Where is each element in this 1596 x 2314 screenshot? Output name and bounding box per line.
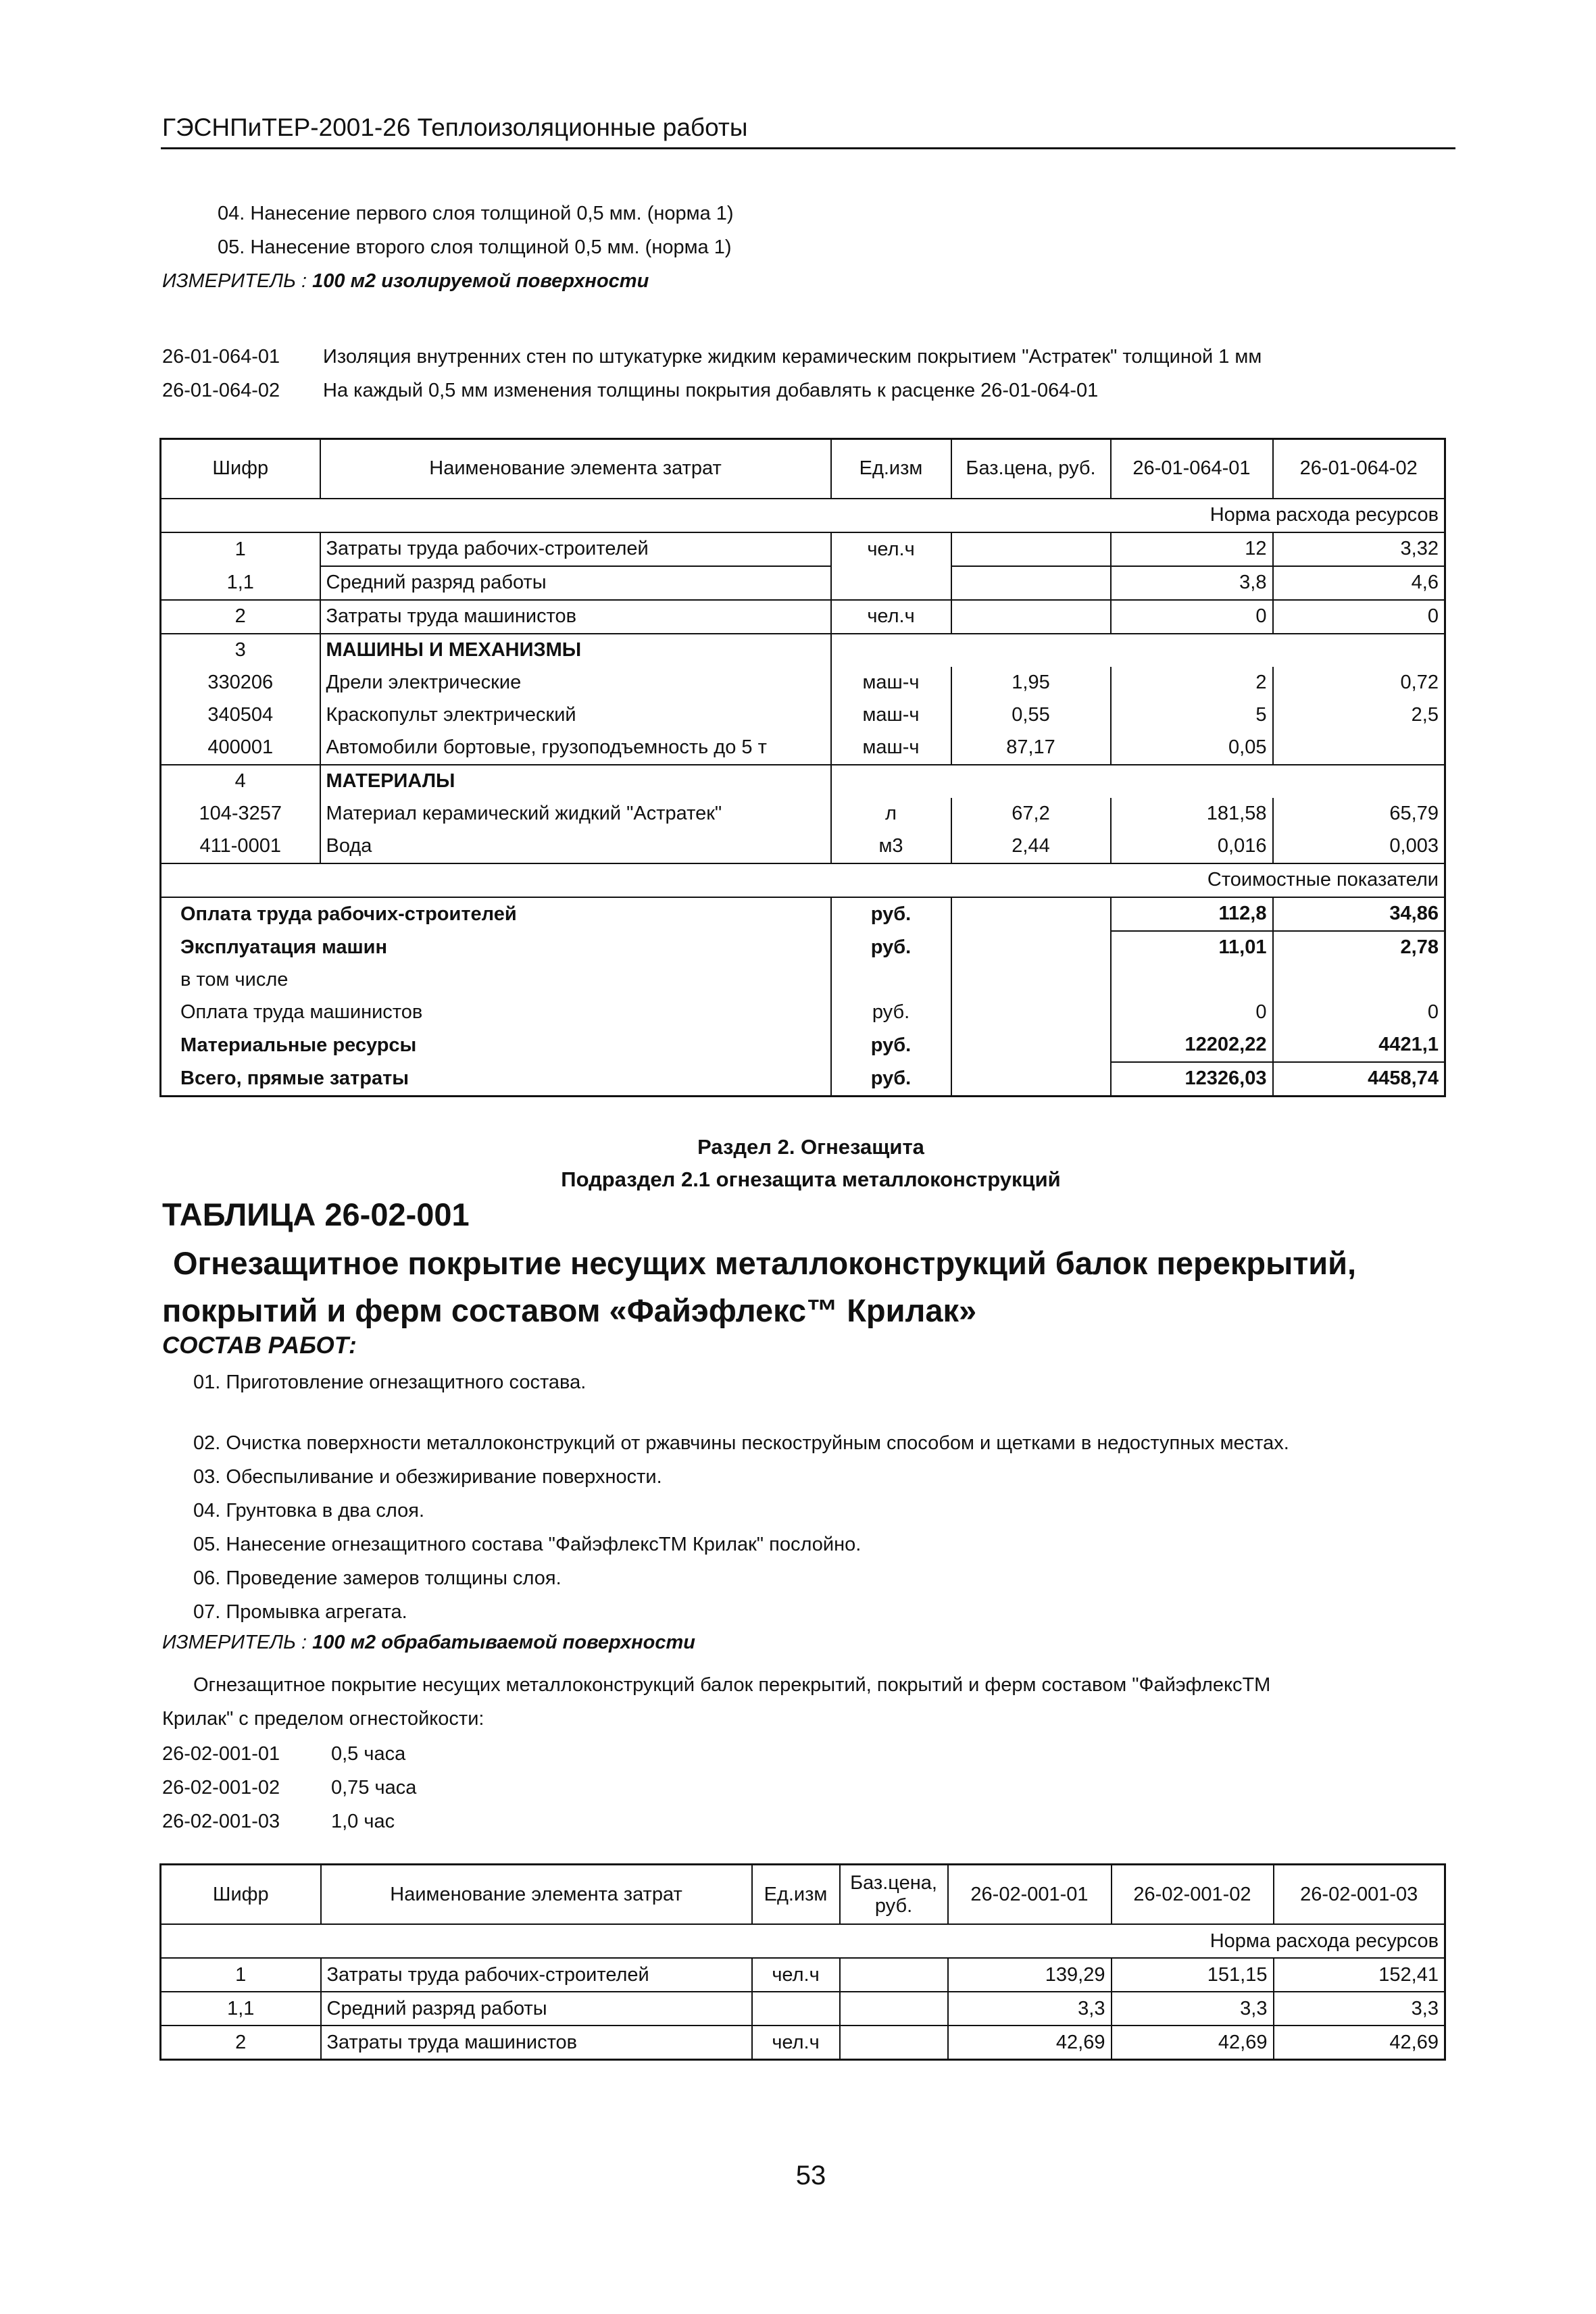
cell-value-1	[1111, 634, 1273, 667]
cell-code: 1	[161, 1958, 321, 1992]
cost-name: Эксплуатация машин	[161, 931, 831, 964]
norm-label: Норма расхода ресурсов	[161, 499, 1445, 532]
cell-value-2	[1273, 634, 1445, 667]
cell-code: 330206	[161, 667, 320, 699]
cell-unit: маш-ч	[831, 699, 951, 732]
table1-header-row	[161, 439, 1445, 499]
step-05: 05. Нанесение огнезащитного состава "ФайэфлексТМ Крилак" послойно.	[193, 1534, 862, 1555]
cost-value-1: 12326,03	[1111, 1062, 1273, 1097]
cell-code: 400001	[161, 732, 320, 765]
code-26-02-001-02: 26-02-001-02	[162, 1777, 280, 1799]
subsection-title: Подраздел 2.1 огнезащита металлоконструкций	[561, 1167, 1061, 1191]
measure-line-2	[162, 1632, 695, 1654]
measure-line-1	[162, 270, 649, 293]
th-code: Шифр	[161, 439, 320, 499]
cell-name: Материал керамический жидкий "Астратек"	[320, 798, 831, 830]
code-text-26-02-001-02: 0,75 часа	[331, 1777, 417, 1799]
cell-name: Автомобили бортовые, грузоподъемность до 5 т	[320, 732, 831, 765]
cell-name: МАТЕРИАЛЫ	[320, 765, 831, 798]
cell-name: Затраты труда рабочих-строителей	[320, 532, 831, 566]
cell-unit	[831, 634, 951, 667]
step-05-top: 05. Нанесение второго слоя толщиной 0,5 мм. (норма 1)	[218, 236, 732, 258]
table2-norm-row	[161, 1924, 1445, 1958]
cost-row	[161, 964, 1445, 997]
table-row	[161, 566, 1445, 600]
cell-price	[840, 1992, 948, 2026]
th2-rate-3: 26-02-001-03	[1274, 1865, 1445, 1925]
cell-value-2	[1273, 765, 1445, 798]
cost-row	[161, 931, 1445, 964]
cost-value-1	[1111, 964, 1273, 997]
cost-unit: руб.	[831, 1062, 951, 1097]
cost-value-1: 11,01	[1111, 931, 1273, 964]
cell-name: Средний разряд работы	[320, 566, 831, 600]
th-base-price: Баз.цена, руб.	[951, 439, 1111, 499]
table-row	[161, 532, 1445, 566]
cell-code: 104-3257	[161, 798, 320, 830]
cell-value-2: 3,32	[1273, 532, 1445, 566]
step-04-top: 04. Нанесение первого слоя толщиной 0,5 мм. (норма 1)	[218, 203, 734, 224]
cell-price	[951, 765, 1111, 798]
cell-code: 1	[161, 532, 320, 566]
cell-name: Затраты труда рабочих-строителей	[321, 1958, 752, 1992]
step-02: 02. Очистка поверхности металлоконструкций от ржавчины пескоструйным способом и щетками в недоступных местах.	[193, 1432, 1289, 1454]
step-06: 06. Проведение замеров толщины слоя.	[193, 1567, 562, 1589]
cell-value-1: 2	[1111, 667, 1273, 699]
cell-code: 4	[161, 765, 320, 798]
work-title-line1: Огнезащитное покрытие несущих металлоконструкций балок перекрытий,	[173, 1245, 1357, 1281]
cost-row	[161, 1029, 1445, 1062]
code-text-26-02-001-03: 1,0 час	[331, 1811, 395, 1832]
th2-unit: Ед.изм	[752, 1865, 840, 1925]
cell-code: 1,1	[161, 1992, 321, 2026]
cell-unit: л	[831, 798, 951, 830]
table-row	[161, 667, 1445, 699]
cell-value-2: 0	[1273, 600, 1445, 634]
table-row	[161, 699, 1445, 732]
table-row	[161, 634, 1445, 667]
cell-value-1: 5	[1111, 699, 1273, 732]
table-row	[161, 600, 1445, 634]
cell-unit: маш-ч	[831, 732, 951, 765]
cost-table-1	[159, 438, 1446, 1097]
cost-name: Всего, прямые затраты	[161, 1062, 831, 1097]
cell-name: Вода	[320, 830, 831, 863]
cost-value-2	[1273, 964, 1445, 997]
table-row	[161, 1992, 1445, 2026]
composition-label: СОСТАВ РАБОТ:	[162, 1332, 357, 1359]
cell-price: 67,2	[951, 798, 1111, 830]
th-rate-2: 26-01-064-02	[1273, 439, 1445, 499]
step-01: 01. Приготовление огнезащитного состава.	[193, 1372, 587, 1393]
cell-value-1: 139,29	[948, 1958, 1112, 1992]
cell-unit: маш-ч	[831, 667, 951, 699]
cell-price: 1,95	[951, 667, 1111, 699]
cell-price: 2,44	[951, 830, 1111, 863]
step-07: 07. Промывка агрегата.	[193, 1601, 407, 1623]
cell-unit	[752, 1992, 840, 2026]
cell-name: Краскопульт электрический	[320, 699, 831, 732]
cell-value-2: 2,5	[1273, 699, 1445, 732]
th2-base-price-line1: Баз.цена,	[850, 1872, 937, 1894]
cell-name: Дрели электрические	[320, 667, 831, 699]
cell-price	[951, 532, 1111, 566]
cost-unit: руб.	[831, 897, 951, 931]
cell-value-2	[1273, 732, 1445, 765]
table-row	[161, 765, 1445, 798]
cost-price-empty	[951, 964, 1111, 997]
cell-unit: чел.ч	[831, 532, 951, 566]
cell-value-2: 0,72	[1273, 667, 1445, 699]
step-04: 04. Грунтовка в два слоя.	[193, 1500, 425, 1521]
cell-unit: чел.ч	[752, 2026, 840, 2060]
cell-value-3: 3,3	[1274, 1992, 1445, 2026]
cell-price: 87,17	[951, 732, 1111, 765]
cost-label: Стоимостные показатели	[161, 863, 1445, 897]
cost-unit	[831, 964, 951, 997]
cost-name: Материальные ресурсы	[161, 1029, 831, 1062]
cost-price-empty	[951, 1029, 1111, 1062]
th-unit: Ед.изм	[831, 439, 951, 499]
cell-value-1: 0	[1111, 600, 1273, 634]
cell-value-1: 181,58	[1111, 798, 1273, 830]
cell-value-2: 42,69	[1112, 2026, 1274, 2060]
cost-value-2: 0	[1273, 997, 1445, 1029]
cell-value-1: 12	[1111, 532, 1273, 566]
cost-table-2	[159, 1863, 1446, 2061]
cell-value-1: 3,3	[948, 1992, 1112, 2026]
table1-norm-row	[161, 499, 1445, 532]
cost-price-empty	[951, 997, 1111, 1029]
table1-cost-label-row	[161, 863, 1445, 897]
code-26-02-001-01: 26-02-001-01	[162, 1743, 280, 1765]
cell-code: 411-0001	[161, 830, 320, 863]
table-row	[161, 732, 1445, 765]
cell-name: МАШИНЫ И МЕХАНИЗМЫ	[320, 634, 831, 667]
cell-price	[951, 600, 1111, 634]
cost-value-1: 112,8	[1111, 897, 1273, 931]
description-line2: Крилак" с пределом огнестойкости:	[162, 1708, 484, 1730]
code-text-26-01-064-02: На каждый 0,5 мм изменения толщины покрытия добавлять к расценке 26-01-064-01	[323, 380, 1099, 401]
code-26-02-001-03: 26-02-001-03	[162, 1811, 280, 1832]
cost-value-1: 0	[1111, 997, 1273, 1029]
header-rule	[161, 147, 1455, 149]
work-title-line2: покрытий и ферм составом «Файэфлекс™ Крилак»	[162, 1292, 977, 1328]
table-row	[161, 798, 1445, 830]
description-line1: Огнезащитное покрытие несущих металлоконструкций балок перекрытий, покрытий и ферм составом "ФайэфлексТМ	[193, 1674, 1271, 1696]
section-title: Раздел 2. Огнезащита	[697, 1135, 924, 1159]
cost-price-empty	[951, 897, 1111, 931]
cost-value-2: 4421,1	[1273, 1029, 1445, 1062]
cell-value-1	[1111, 765, 1273, 798]
cost-price-empty	[951, 931, 1111, 964]
table-row	[161, 1958, 1445, 1992]
running-header: ГЭСНПиТЕР-2001-26 Теплоизоляционные работы	[162, 114, 748, 141]
cost-row	[161, 897, 1445, 931]
code-text-26-02-001-01: 0,5 часа	[331, 1743, 406, 1765]
measure-label-1: ИЗМЕРИТЕЛЬ :	[162, 270, 307, 292]
cell-value-2: 0,003	[1273, 830, 1445, 863]
cost-value-2: 2,78	[1273, 931, 1445, 964]
cost-name: Оплата труда машинистов	[161, 997, 831, 1029]
cell-unit	[831, 566, 951, 600]
cell-value-1: 42,69	[948, 2026, 1112, 2060]
cost-row	[161, 1062, 1445, 1097]
cell-code: 340504	[161, 699, 320, 732]
cell-price	[840, 2026, 948, 2060]
code-26-01-064-01: 26-01-064-01	[162, 346, 280, 368]
cell-value-1: 3,8	[1111, 566, 1273, 600]
table-title: ТАБЛИЦА 26-02-001	[162, 1197, 470, 1232]
cost-unit: руб.	[831, 997, 951, 1029]
cost-unit: руб.	[831, 1029, 951, 1062]
code-26-01-064-02: 26-01-064-02	[162, 380, 280, 401]
cost-unit: руб.	[831, 931, 951, 964]
cell-unit	[831, 765, 951, 798]
cell-price	[951, 634, 1111, 667]
cost-name: в том числе	[161, 964, 831, 997]
measure-value-2: 100 м2 обрабатываемой поверхности	[312, 1632, 696, 1653]
measure-label-2: ИЗМЕРИТЕЛЬ :	[162, 1632, 307, 1653]
table-row	[161, 2026, 1445, 2060]
cell-name: Затраты труда машинистов	[321, 2026, 752, 2060]
cell-name: Средний разряд работы	[321, 1992, 752, 2026]
th2-rate-2: 26-02-001-02	[1112, 1865, 1274, 1925]
th2-name: Наименование элемента затрат	[321, 1865, 752, 1925]
cost-row	[161, 997, 1445, 1029]
cost-name: Оплата труда рабочих-строителей	[161, 897, 831, 931]
th-name: Наименование элемента затрат	[320, 439, 831, 499]
cell-value-2: 151,15	[1112, 1958, 1274, 1992]
cell-code: 2	[161, 2026, 321, 2060]
th2-base-price-line2: руб.	[874, 1895, 913, 1917]
cell-unit: чел.ч	[752, 1958, 840, 1992]
th-rate-1: 26-01-064-01	[1111, 439, 1273, 499]
cell-value-3: 42,69	[1274, 2026, 1445, 2060]
cell-code: 2	[161, 600, 320, 634]
cell-value-1: 0,016	[1111, 830, 1273, 863]
th2-code: Шифр	[161, 1865, 321, 1925]
cell-name: Затраты труда машинистов	[320, 600, 831, 634]
cell-value-2: 65,79	[1273, 798, 1445, 830]
th2-base-price	[840, 1865, 948, 1925]
cell-code: 3	[161, 634, 320, 667]
cost-value-2: 34,86	[1273, 897, 1445, 931]
measure-value-1: 100 м2 изолируемой поверхности	[312, 270, 649, 292]
step-03: 03. Обеспыливание и обезжиривание поверхности.	[193, 1466, 662, 1488]
cost-value-2: 4458,74	[1273, 1062, 1445, 1097]
cell-unit: чел.ч	[831, 600, 951, 634]
code-text-26-01-064-01: Изоляция внутренних стен по штукатурке жидким керамическим покрытием "Астратек" толщиной 1 мм	[323, 346, 1262, 368]
page-number: 53	[795, 2161, 826, 2190]
cell-price: 0,55	[951, 699, 1111, 732]
cost-price-empty	[951, 1062, 1111, 1097]
cost-value-1: 12202,22	[1111, 1029, 1273, 1062]
cell-code: 1,1	[161, 566, 320, 600]
cell-price	[951, 566, 1111, 600]
cell-price	[840, 1958, 948, 1992]
table-row	[161, 830, 1445, 863]
table2-header-row	[161, 1865, 1445, 1925]
cell-value-3: 152,41	[1274, 1958, 1445, 1992]
norm-label-2: Норма расхода ресурсов	[161, 1924, 1445, 1958]
cell-value-1: 0,05	[1111, 732, 1273, 765]
cell-value-2: 4,6	[1273, 566, 1445, 600]
cell-value-2: 3,3	[1112, 1992, 1274, 2026]
cell-unit: м3	[831, 830, 951, 863]
th2-rate-1: 26-02-001-01	[948, 1865, 1112, 1925]
